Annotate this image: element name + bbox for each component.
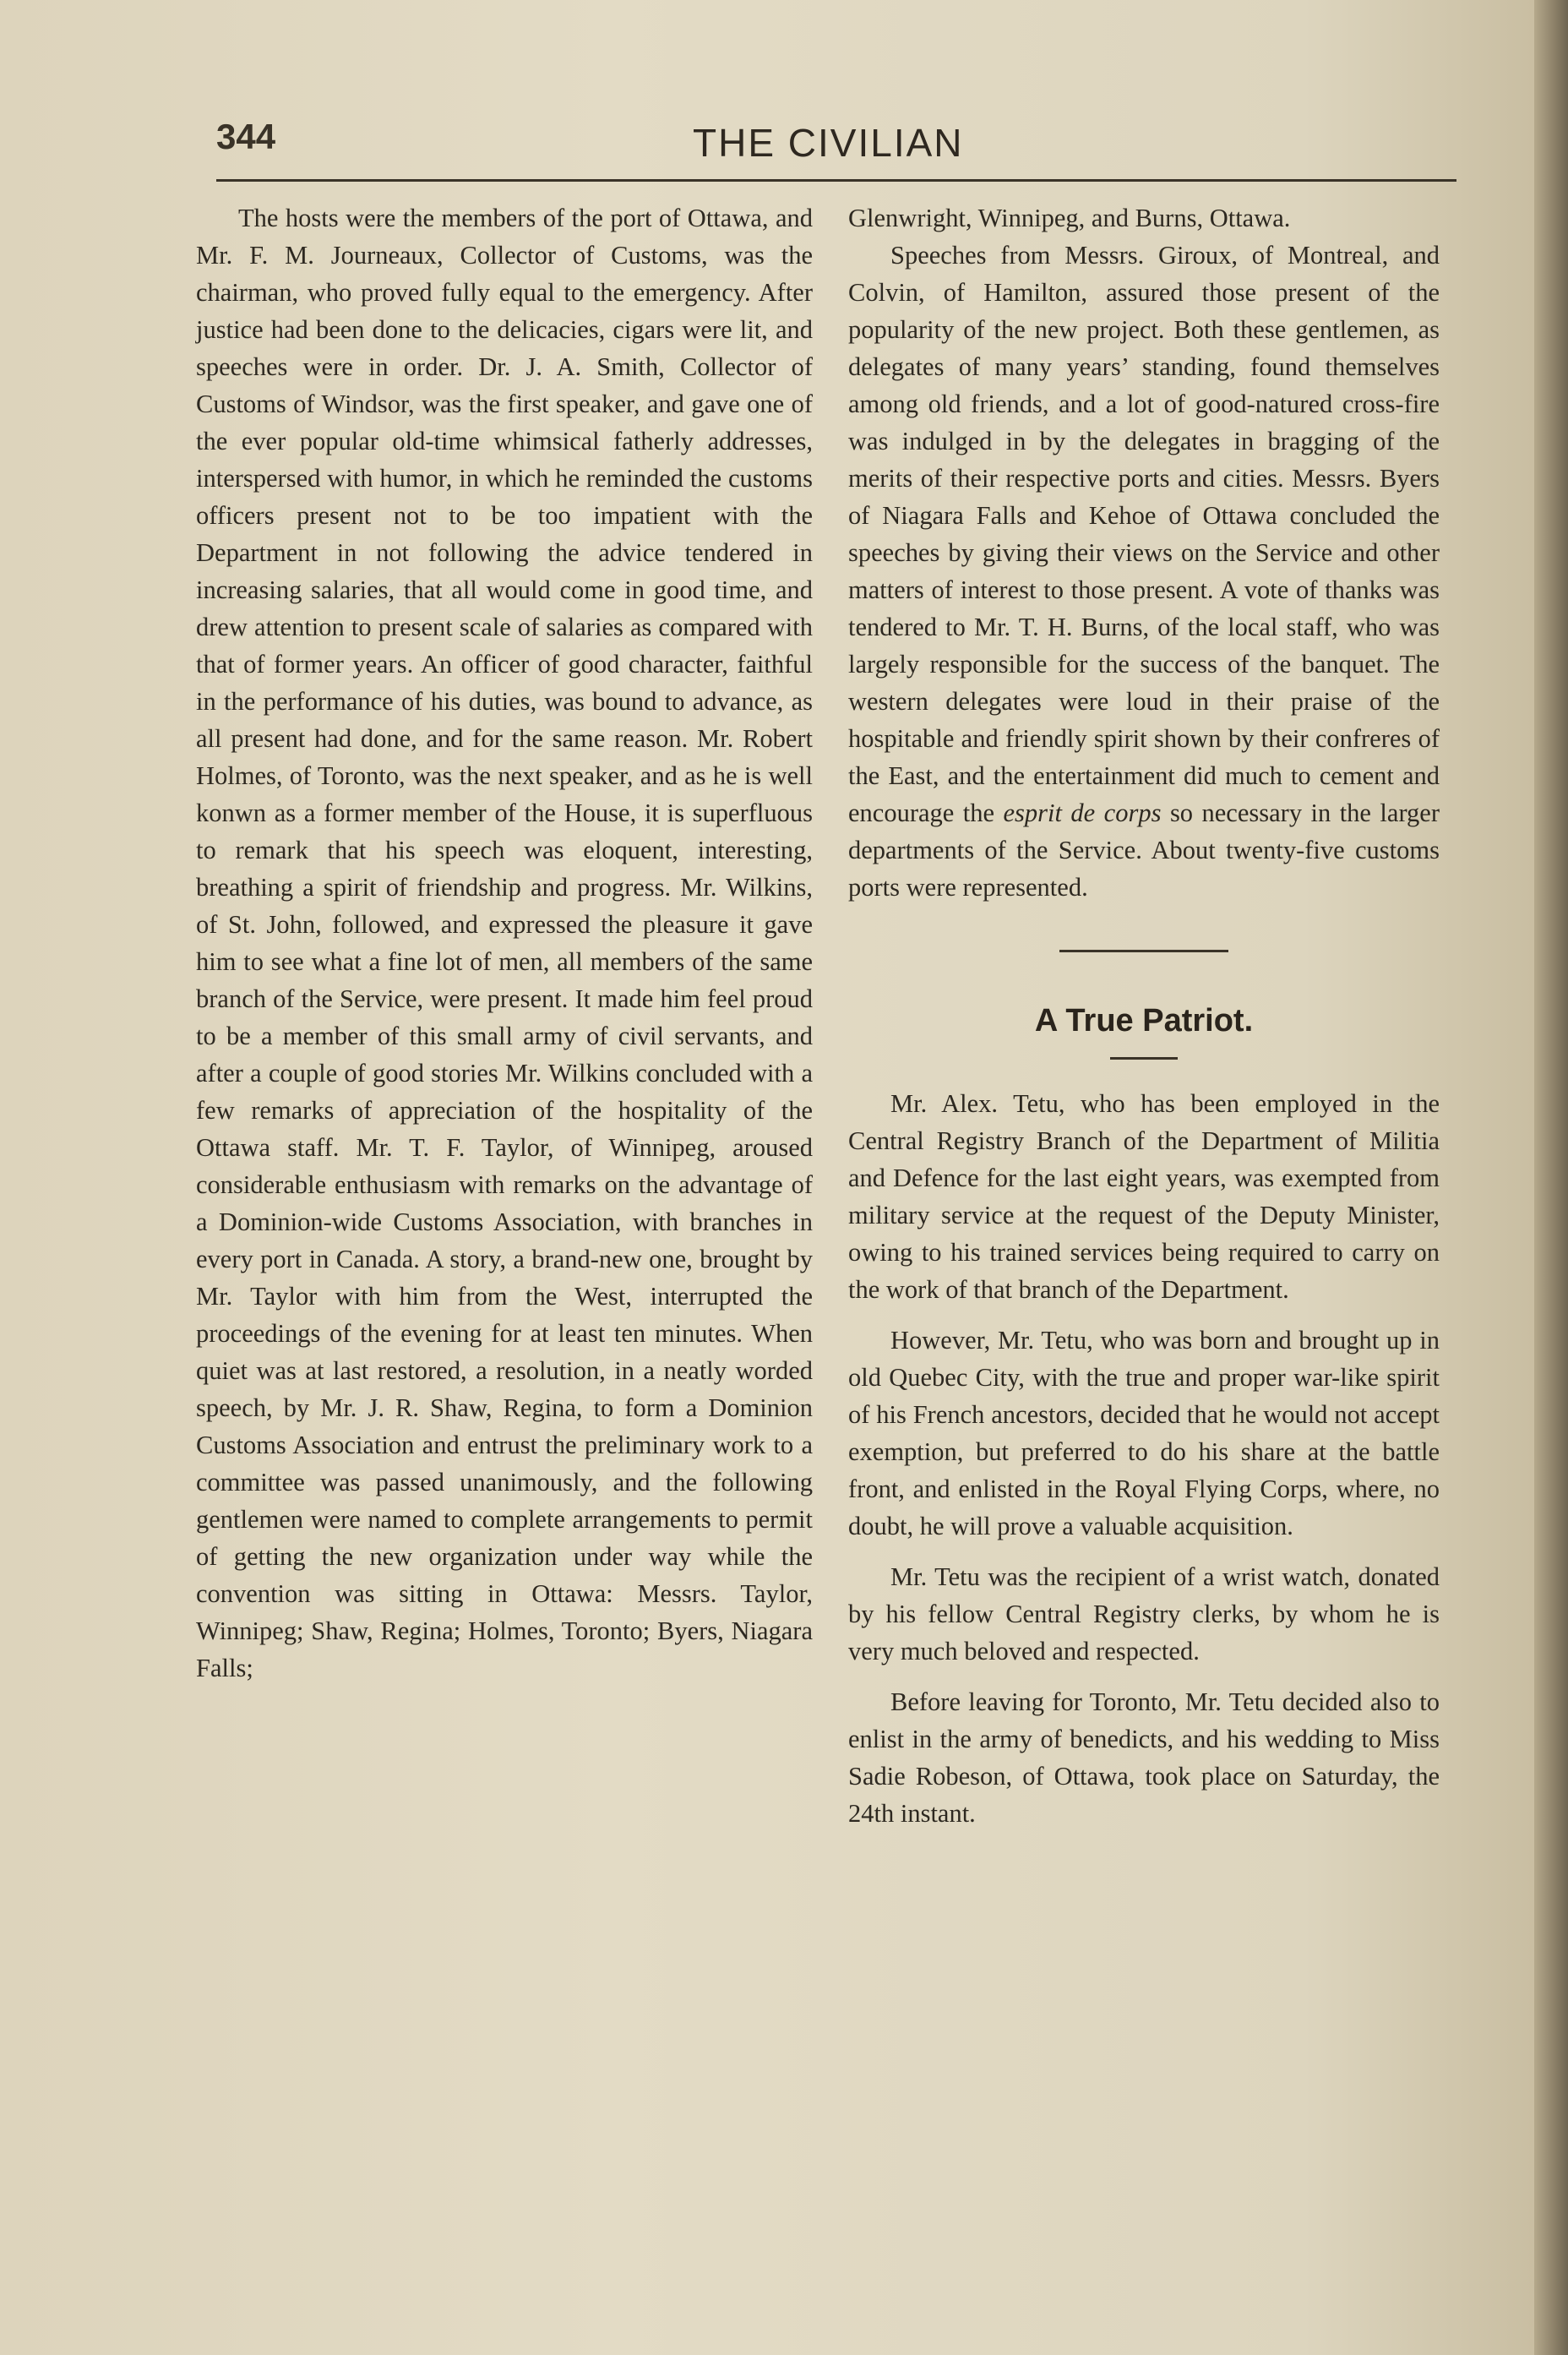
right-column <box>848 199 1440 1845</box>
article-heading: A True Patriot. <box>1034 1003 1254 1038</box>
header-rule <box>216 179 1456 182</box>
continuation-line: Glenwright, Winnipeg, and Burns, Ottawa. <box>848 204 1291 232</box>
article-paragraph: Before leaving for Toronto, Mr. Tetu decided also to enlist in the army of benedicts, and his wedding to Miss Sadie Robeson, of Ottawa, took place on Saturday, the 24th instant. <box>848 1687 1440 1828</box>
speeches-text-part1: Speeches from Messrs. Giroux, of Montreal, and Colvin, of Hamilton, assured those present of the popularity of the new project. Both these gentlemen, as delegates of many years’ standing, found themselves among old friends, and a lot of good-natured cross-fire was indulged in by the delegates in bragging of the merits of their respective ports and cities. Messrs. Byers of Niagara Falls and Kehoe of Ottawa concluded the speeches by giving their views on the Service and other matters of interest to those present. A vote of thanks was tendered to Mr. T. H. Burns, of the local staff, who was largely responsible for the success of the banquet. The western delegates were loud in their praise of the hospitable and friendly spirit shown by their confreres of the East, and the entertainment did much to cement and encourage the <box>848 241 1440 827</box>
italic-phrase: esprit de corps <box>1003 799 1162 827</box>
speeches-text-part2: so necessary in the larger departments of the Service. About twenty-five customs ports were represented. <box>848 799 1440 902</box>
page-number: 344 <box>216 117 276 156</box>
section-separator <box>1059 950 1228 952</box>
publication-title: THE CIVILIAN <box>693 121 964 165</box>
left-column <box>196 199 813 1687</box>
speeches-paragraph <box>848 237 1440 906</box>
heading-underline <box>1110 1057 1178 1060</box>
banquet-report-paragraph: The hosts were the members of the port of Ottawa, and Mr. F. M. Journeaux, Collector of Customs, was the chairman, who proved fully equal to the emergency. After justice had been done to the delicacies, cigars were lit, and speeches were in order. Dr. J. A. Smith, Collector of Customs of Windsor, was the first speaker, and gave one of the ever popular old-time whimsical fatherly addresses, interspersed with humor, in which he reminded the customs officers present not to be too impatient with the Department in not following the advice tendered in increasing salaries, that all would come in good time, and drew attention to present scale of salaries as compared with that of former years. An officer of good character, faithful in the performance of his duties, was bound to advance, as all present had done, and for the same reason. Mr. Robert Holmes, of Toronto, was the next speaker, and as he is well konwn as a former member of the House, it is superfluous to remark that his speech was eloquent, interesting, breathing a spirit of friendship and progress. Mr. Wilkins, of St. John, followed, and expressed the pleasure it gave him to see what a fine lot of men, all members of the same branch of the Service, were present. It made him feel proud to be a member of this small army of civil servants, and after a couple of good stories Mr. Wilkins concluded with a few remarks of appreciation of the hospitality of the Ottawa staff. Mr. T. F. Taylor, of Winnipeg, aroused considerable enthusiasm with remarks on the advantage of a Dominion-wide Customs Association, with branches in every port in Canada. A story, a brand-new one, brought by Mr. Taylor with him from the West, interrupted the proceedings of the evening for at least ten minutes. When quiet was at last restored, a resolution, in a neatly worded speech, by Mr. J. R. Shaw, Regina, to form a Dominion Customs Association and entrust the preliminary work to a committee was passed unanimously, and the following gentlemen were named to complete arrangements to permit of getting the new organization under way while the convention was sitting in Ottawa: Messrs. Taylor, Winnipeg; Shaw, Regina; Holmes, Toronto; Byers, Niagara Falls; <box>196 204 813 1682</box>
article-body <box>848 1085 1440 1832</box>
article-paragraph: Mr. Alex. Tetu, who has been employed in the Central Registry Branch of the Department of Militia and Defence for the last eight years, was exempted from military service at the request of the Deputy Minister, owing to his trained services being required to carry on the work of that branch of the Department. <box>848 1089 1440 1304</box>
page-edge <box>1534 0 1568 2355</box>
article-paragraph: Mr. Tetu was the recipient of a wrist watch, donated by his fellow Central Registry clerks, by whom he is very much beloved and respected. <box>848 1562 1440 1665</box>
article-paragraph: However, Mr. Tetu, who was born and brought up in old Quebec City, with the true and proper war-like spirit of his French ancestors, decided that he would not accept exemption, but preferred to do his share at the battle front, and enlisted in the Royal Flying Corps, where, no doubt, he will prove a valuable acquisition. <box>848 1326 1440 1540</box>
